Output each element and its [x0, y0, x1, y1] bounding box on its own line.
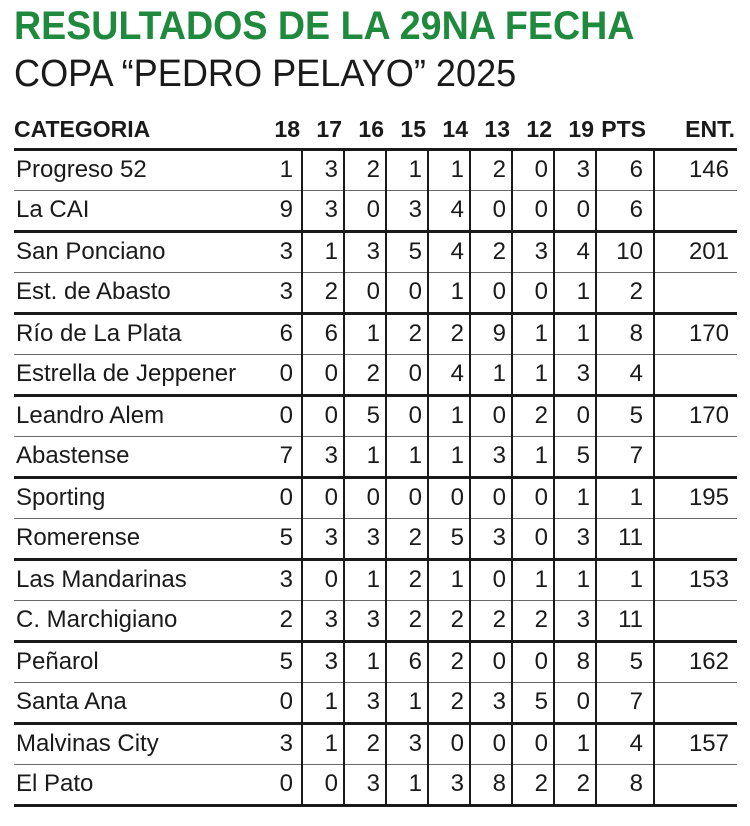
score-cell: 3: [302, 518, 344, 559]
score-cell: 3: [554, 149, 596, 190]
ent-cell: 146: [654, 149, 737, 190]
score-cell: 0: [554, 682, 596, 723]
ent-cell: 195: [654, 477, 737, 518]
team-name: Malvinas City: [14, 723, 260, 764]
table-row: [14, 313, 737, 354]
header-col: 14: [428, 112, 470, 149]
score-cell: 1: [428, 149, 470, 190]
score-cell: 0: [512, 272, 554, 313]
score-cell: 0: [260, 354, 302, 395]
score-cell: 0: [470, 395, 512, 436]
score-cell: 1: [344, 559, 386, 600]
score-cell: 2: [512, 600, 554, 641]
score-cell: 0: [470, 723, 512, 764]
team-name: Río de La Plata: [14, 313, 260, 354]
score-cell: 1: [554, 723, 596, 764]
score-cell: 0: [512, 477, 554, 518]
score-cell: 9: [470, 313, 512, 354]
score-cell: 3: [260, 559, 302, 600]
score-cell: 2: [386, 518, 428, 559]
score-cell: 1: [344, 436, 386, 477]
score-cell: 2: [260, 600, 302, 641]
score-cell: 0: [428, 477, 470, 518]
score-cell: 4: [428, 231, 470, 272]
score-cell: 0: [260, 395, 302, 436]
score-cell: 1: [302, 231, 344, 272]
score-cell: 0: [470, 477, 512, 518]
score-cell: 2: [470, 231, 512, 272]
team-name: C. Marchigiano: [14, 600, 260, 641]
score-cell: 0: [386, 354, 428, 395]
header-col: 16: [344, 112, 386, 149]
header-col: 12: [512, 112, 554, 149]
score-cell: 0: [470, 559, 512, 600]
score-cell: 2: [344, 723, 386, 764]
score-cell: 3: [344, 518, 386, 559]
table-row: [14, 641, 737, 682]
score-cell: 0: [302, 395, 344, 436]
score-cell: 0: [260, 682, 302, 723]
team-name: Progreso 52: [14, 149, 260, 190]
score-cell: 2: [386, 600, 428, 641]
page-title: RESULTADOS DE LA 29NA FECHA: [14, 4, 635, 48]
ent-cell: 153: [654, 559, 737, 600]
points-cell: 4: [596, 354, 654, 395]
score-cell: 0: [260, 764, 302, 805]
score-cell: 2: [470, 600, 512, 641]
score-cell: 2: [470, 149, 512, 190]
score-cell: 4: [428, 354, 470, 395]
score-cell: 0: [428, 723, 470, 764]
ent-cell: 170: [654, 395, 737, 436]
ent-cell: 201: [654, 231, 737, 272]
score-cell: 8: [470, 764, 512, 805]
score-cell: 0: [512, 723, 554, 764]
score-cell: 1: [554, 272, 596, 313]
score-cell: 2: [386, 313, 428, 354]
score-cell: 3: [260, 272, 302, 313]
score-cell: 3: [302, 190, 344, 231]
score-cell: 3: [386, 190, 428, 231]
table-row: [14, 190, 737, 231]
score-cell: 0: [554, 395, 596, 436]
score-cell: 0: [386, 477, 428, 518]
table-row: [14, 682, 737, 723]
team-name: Las Mandarinas: [14, 559, 260, 600]
score-cell: 0: [344, 477, 386, 518]
score-cell: 0: [512, 149, 554, 190]
points-cell: 11: [596, 518, 654, 559]
score-cell: 3: [512, 231, 554, 272]
score-cell: 1: [260, 149, 302, 190]
score-cell: 0: [470, 272, 512, 313]
score-cell: 3: [470, 682, 512, 723]
score-cell: 1: [428, 272, 470, 313]
table-body: [14, 149, 737, 805]
score-cell: 0: [302, 354, 344, 395]
score-cell: 5: [512, 682, 554, 723]
score-cell: 1: [428, 395, 470, 436]
score-cell: 3: [260, 231, 302, 272]
score-cell: 6: [386, 641, 428, 682]
score-cell: 0: [386, 272, 428, 313]
score-cell: 4: [428, 190, 470, 231]
points-cell: 8: [596, 764, 654, 805]
ent-cell: [654, 764, 737, 805]
team-name: Romerense: [14, 518, 260, 559]
table-row: [14, 518, 737, 559]
score-cell: 2: [344, 149, 386, 190]
table-row: [14, 723, 737, 764]
score-cell: 0: [470, 190, 512, 231]
score-cell: 0: [344, 190, 386, 231]
score-cell: 5: [260, 518, 302, 559]
score-cell: 3: [344, 600, 386, 641]
team-name: Leandro Alem: [14, 395, 260, 436]
header-col: 13: [470, 112, 512, 149]
ent-cell: [654, 682, 737, 723]
score-cell: 3: [428, 764, 470, 805]
table-row: [14, 354, 737, 395]
ent-cell: 162: [654, 641, 737, 682]
points-cell: 1: [596, 477, 654, 518]
header-col: 18: [260, 112, 302, 149]
score-cell: 1: [512, 354, 554, 395]
team-name: El Pato: [14, 764, 260, 805]
points-cell: 10: [596, 231, 654, 272]
ent-cell: [654, 354, 737, 395]
points-cell: 11: [596, 600, 654, 641]
score-cell: 3: [302, 149, 344, 190]
score-cell: 1: [344, 313, 386, 354]
header-col: 17: [302, 112, 344, 149]
score-cell: 2: [386, 559, 428, 600]
table-row: [14, 231, 737, 272]
score-cell: 5: [554, 436, 596, 477]
table-row: [14, 477, 737, 518]
score-cell: 3: [302, 600, 344, 641]
score-cell: 2: [302, 272, 344, 313]
header-category: CATEGORIA: [14, 112, 260, 149]
ent-cell: [654, 272, 737, 313]
score-cell: 0: [554, 190, 596, 231]
score-cell: 2: [428, 641, 470, 682]
score-cell: 0: [302, 764, 344, 805]
points-cell: 8: [596, 313, 654, 354]
score-cell: 1: [302, 723, 344, 764]
points-cell: 2: [596, 272, 654, 313]
header-col: 19: [554, 112, 596, 149]
score-cell: 5: [386, 231, 428, 272]
team-name: San Ponciano: [14, 231, 260, 272]
table-row: [14, 272, 737, 313]
score-cell: 1: [554, 313, 596, 354]
ent-cell: [654, 518, 737, 559]
score-cell: 1: [554, 477, 596, 518]
points-cell: 7: [596, 682, 654, 723]
team-name: Abastense: [14, 436, 260, 477]
score-cell: 4: [554, 231, 596, 272]
table-header-row: [14, 112, 737, 149]
points-cell: 4: [596, 723, 654, 764]
score-cell: 9: [260, 190, 302, 231]
score-cell: 3: [260, 723, 302, 764]
score-cell: 0: [260, 477, 302, 518]
score-cell: 7: [260, 436, 302, 477]
score-cell: 3: [470, 518, 512, 559]
points-cell: 7: [596, 436, 654, 477]
header-col: 15: [386, 112, 428, 149]
points-cell: 1: [596, 559, 654, 600]
score-cell: 3: [344, 231, 386, 272]
score-cell: 2: [344, 354, 386, 395]
score-cell: 5: [428, 518, 470, 559]
score-cell: 2: [428, 600, 470, 641]
score-cell: 5: [344, 395, 386, 436]
score-cell: 3: [302, 436, 344, 477]
score-cell: 3: [344, 682, 386, 723]
points-cell: 6: [596, 149, 654, 190]
score-cell: 0: [386, 395, 428, 436]
score-cell: 3: [470, 436, 512, 477]
score-cell: 0: [470, 641, 512, 682]
score-cell: 2: [512, 395, 554, 436]
table-row: [14, 600, 737, 641]
table-row: [14, 395, 737, 436]
table-row: [14, 149, 737, 190]
points-cell: 5: [596, 395, 654, 436]
ent-cell: [654, 436, 737, 477]
score-cell: 5: [260, 641, 302, 682]
score-cell: 3: [554, 600, 596, 641]
score-cell: 3: [344, 764, 386, 805]
score-cell: 1: [386, 682, 428, 723]
score-cell: 2: [512, 764, 554, 805]
header-pts: PTS: [596, 112, 654, 149]
score-cell: 1: [428, 436, 470, 477]
score-cell: 0: [344, 272, 386, 313]
score-cell: 3: [554, 518, 596, 559]
page-subtitle: COPA “PEDRO PELAYO” 2025: [14, 53, 517, 95]
score-cell: 1: [344, 641, 386, 682]
score-cell: 2: [428, 313, 470, 354]
table-row: [14, 764, 737, 805]
team-name: Sporting: [14, 477, 260, 518]
score-cell: 0: [512, 518, 554, 559]
score-cell: 2: [554, 764, 596, 805]
score-cell: 6: [260, 313, 302, 354]
score-cell: 1: [302, 682, 344, 723]
score-cell: 3: [386, 723, 428, 764]
header-ent: ENT.: [654, 112, 737, 149]
score-cell: 3: [302, 641, 344, 682]
score-cell: 1: [386, 149, 428, 190]
score-cell: 2: [428, 682, 470, 723]
score-cell: 0: [512, 641, 554, 682]
score-cell: 0: [302, 477, 344, 518]
table-row: [14, 559, 737, 600]
table-row: [14, 436, 737, 477]
team-name: Est. de Abasto: [14, 272, 260, 313]
score-cell: 6: [302, 313, 344, 354]
score-cell: 0: [302, 559, 344, 600]
ent-cell: [654, 190, 737, 231]
score-cell: 8: [554, 641, 596, 682]
score-cell: 1: [386, 436, 428, 477]
results-table: [14, 112, 737, 807]
score-cell: 3: [554, 354, 596, 395]
score-cell: 1: [554, 559, 596, 600]
ent-cell: [654, 600, 737, 641]
team-name: Estrella de Jeppener: [14, 354, 260, 395]
score-cell: 1: [386, 764, 428, 805]
points-cell: 5: [596, 641, 654, 682]
score-cell: 1: [512, 559, 554, 600]
score-cell: 1: [428, 559, 470, 600]
points-cell: 6: [596, 190, 654, 231]
team-name: La CAI: [14, 190, 260, 231]
score-cell: 1: [470, 354, 512, 395]
team-name: Santa Ana: [14, 682, 260, 723]
score-cell: 0: [512, 190, 554, 231]
score-cell: 1: [512, 436, 554, 477]
team-name: Peñarol: [14, 641, 260, 682]
ent-cell: 170: [654, 313, 737, 354]
score-cell: 1: [512, 313, 554, 354]
ent-cell: 157: [654, 723, 737, 764]
